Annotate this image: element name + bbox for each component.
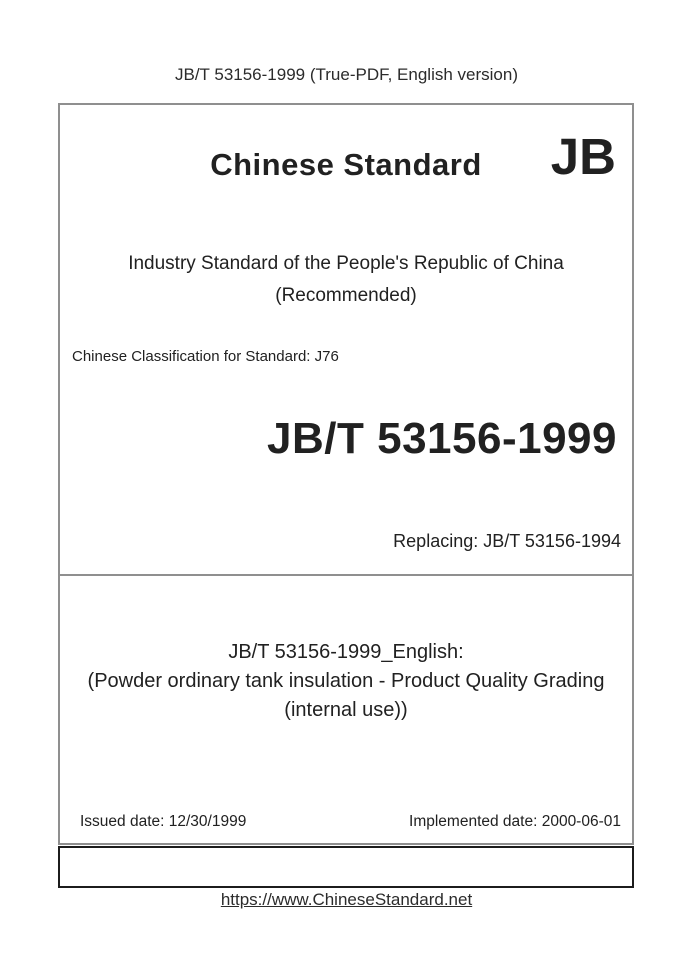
cover-top-section (60, 105, 632, 576)
footer (0, 890, 693, 910)
issued-date-label: Issued date: 12/30/1999 (80, 813, 247, 830)
implemented-date-label: Implemented date: 2000-06-01 (409, 813, 621, 830)
brand-title: Chinese Standard (210, 147, 482, 182)
english-title-line-1: JB/T 53156-1999_English: (228, 641, 464, 663)
page-header-line: JB/T 53156-1999 (True-PDF, English version) (175, 65, 518, 84)
classification-label: Chinese Classification for Standard: J76 (72, 348, 339, 365)
recommended-label: (Recommended) (275, 285, 417, 306)
standard-number: JB/T 53156-1999 (267, 414, 617, 463)
issuing-org-line: Industry Standard of the People's Republic of China (128, 253, 564, 274)
english-title-line-2: (Powder ordinary tank insulation - Product Quality Grading (87, 670, 605, 692)
english-title-block (60, 638, 632, 725)
dates-row (80, 813, 621, 831)
standard-cover-box (58, 103, 634, 845)
cover-bottom-section (60, 576, 632, 843)
empty-footer-box (58, 846, 634, 888)
english-title-line-3: (internal use)) (284, 699, 408, 721)
standard-body-code: JB (550, 128, 616, 185)
website-link[interactable]: https://www.ChineseStandard.net (220, 890, 473, 909)
replacing-label: Replacing: JB/T 53156-1994 (393, 531, 621, 551)
